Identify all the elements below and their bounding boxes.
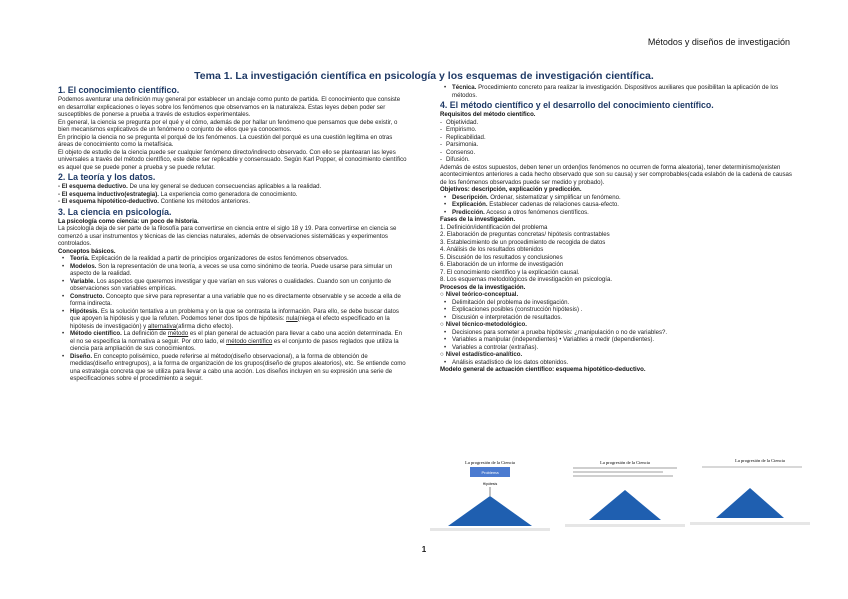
list-item: • Decisiones para someter a prueba hipótesis: ¿manipulación o no de variables?. xyxy=(440,329,795,337)
list-item: 7. El conocimiento científico y la explicación causal. xyxy=(440,268,580,276)
list-item: • Variable. Los aspectos que queremos investigar y que varían en sus valores o cualidades. Cuando son un conjunto de observaciones son variables empíricas. xyxy=(58,278,408,293)
figure-title: La progresión de la Ciencia xyxy=(735,458,785,463)
right-column xyxy=(440,84,795,374)
list-item: • Técnica. Procedimiento concreto para realizar la investigación. Dispositivos auxiliares que posibilitan la aplicación de los métodos. xyxy=(440,84,795,99)
list-item: • Explicación. Establecer cadenas de relaciones causa-efecto. xyxy=(440,201,795,209)
figures-row xyxy=(425,458,810,540)
objectives-list xyxy=(440,194,795,217)
subheading: Conceptos básicos. xyxy=(58,247,116,255)
list-item: • Análisis estadístico de los datos obtenidos. xyxy=(440,359,795,367)
list-item: • Método científico. La definición de método es el plan general de actuación para llevar a cabo una acción determinada. En el no se especifica la normativa a seguir. Por otro lado, el método científico es el conjunto de pasos reglados que utiliza la ciencia para ampliación de sus conocimientos. xyxy=(58,330,408,353)
list-item: - El esquema hipotético-deductivo. Contiene los métodos anteriores. xyxy=(58,198,251,205)
paragraph: En general, la ciencia se pregunta por el qué y el cómo, además de por hallar un fenómeno que pensamos que debe existir, o bien mecanismos explicativos de un fenómeno o conjunto de ellos que ya conocemos. xyxy=(58,118,398,133)
paragraph: Además de estos supuestos, deben tener un orden(los fenómenos no ocurren de forma aleatoria), tener determinismo(existen acontecimientos anteriores a cada hecho observado que son su causa) y ser comprobables(cada eslabón de la cadena de causas de los fenómenos observados puede ser medido y probado). xyxy=(440,163,792,186)
triangle-shape xyxy=(716,488,784,518)
list-item: 8. Los esquemas metodológicos de investigación en psicología. xyxy=(440,276,613,283)
level-heading: ○ Nivel teórico-conceptual. xyxy=(440,291,795,299)
list-item: • Delimitación del problema de investigación. xyxy=(440,299,795,307)
list-item: 6. Elaboración de un informe de investigación xyxy=(440,261,564,268)
list-item: • Hipótesis. Es la solución tentativa a un problema y on la que se contrasta la información. Para ello, se debe buscar datos que apoyen la hipótesis y que la refuten. Podemos tener dos tipos de hipótesis: nula(niega el efecto especificado en la hipótesis de investigación) y alternativa(afirma dicho efecto). xyxy=(58,308,408,331)
list-item: 4. Análisis de los resultados obtenidos xyxy=(440,246,544,253)
section-title: 4. El método científico y el desarrollo del conocimiento científico. xyxy=(440,100,714,110)
list-item: • Descripción. Ordenar, sistematizar y simplificar un fenómeno. xyxy=(440,194,795,202)
list-item: - Objetividad. xyxy=(440,119,795,127)
list-item: 1. Definición/identificación del problema xyxy=(440,223,548,231)
subheading: Requisitos del método científico. xyxy=(440,111,536,118)
subheading: Modelo general de actuación científico: esquema hipotético-deductivo. xyxy=(440,366,646,373)
list-item: • Predicción. Acceso a otros fenómenos científicos. xyxy=(440,209,795,217)
list-item: • Diseño. En concepto polisémico, puede referirse al método(diseño observacional), a la forma de obtención de medidas(diseño entregrupos), a la forma de organización de los grupos(diseño de grupos aleatorios), etc. Se entiende como una estrategia concreta que se utiliza para llevar a cabo una acción. Los diseños incluyen en su expresión una serie de especificaciones sobre el procedimiento a seguir. xyxy=(58,353,408,383)
paragraph: En principio la ciencia no se pregunta el porqué de los fenómenos. La cuestión del porqué es una cuestión legítima en otras áreas de conocimiento como la metafísica. xyxy=(58,133,393,148)
page-number: 1 xyxy=(421,545,427,554)
figure-progression-1 xyxy=(430,458,550,538)
document-title: Tema 1. La investigación científica en psicología y los esquemas de investigación científica. xyxy=(194,70,654,82)
figure-title: La progresión de la Ciencia xyxy=(600,460,650,465)
list-item: • Teoría. Explicación de la realidad a partir de principios organizadores de estos fenómenos observados. xyxy=(58,255,408,263)
list-item: • Explicaciones posibles (construcción hipótesis) . xyxy=(440,306,795,314)
figure-title: La progresión de la Ciencia xyxy=(465,460,515,465)
list-item: - El esquema deductivo. De una ley general se deducen consecuencias aplicables a la realidad. xyxy=(58,183,322,190)
list-item: • Constructo. Concepto que sirve para representar a una variable que no es directamente observable y se accede a ella de forma indirecta. xyxy=(58,293,408,308)
problem-label: Problema xyxy=(481,470,499,475)
phases-list xyxy=(440,224,795,284)
list-item: - Difusión. xyxy=(440,156,795,164)
list-item: - Parsimonia. xyxy=(440,141,795,149)
list-item: • Modelos. Son la representación de una teoría, a veces se usa como sinónimo de teoría. Puede usarse para simular un aspecto de la realidad. xyxy=(58,263,408,278)
hypothesis-label: Hipótesis xyxy=(482,482,498,486)
page-header: Métodos y diseños de investigación xyxy=(647,37,790,47)
list-item: • Discusión e interpretación de resultados. xyxy=(440,314,795,322)
subheading: Fases de la investigación. xyxy=(440,216,516,223)
subheading: La psicología como ciencia: un poco de historia. xyxy=(58,217,199,225)
figure-progression-2 xyxy=(565,458,685,538)
list-item: - Replicabilidad. xyxy=(440,134,795,142)
section-title: 3. La ciencia en psicología. xyxy=(58,206,172,217)
list-item: • Variables a controlar (extrañas). xyxy=(440,344,795,352)
subheading: Objetivos: descripción, explicación y predicción. xyxy=(440,186,582,193)
level-heading: ○ Nivel estadístico-analítico. xyxy=(440,351,795,359)
list-item: 3. Establecimiento de un procedimiento de recogida de datos xyxy=(440,238,606,246)
paragraph: Podemos aventurar una definición muy general por establecer un anclaje como punto de partida. El conocimiento que consiste en desarrollar explicaciones o leyes sobre los fenómenos que observamos en la naturaleza. Estas leyes deben poder ser susceptibles de ponerse a prueba a través de estudios experimentales. xyxy=(58,96,401,118)
requirements-list xyxy=(440,119,795,164)
triangle-shape xyxy=(448,496,532,526)
left-column xyxy=(58,84,408,383)
subheading: Procesos de la investigación. xyxy=(440,283,526,291)
triangle-shape xyxy=(589,490,661,520)
figure-progression-3 xyxy=(690,458,810,538)
section-title: 2. La teoría y los datos. xyxy=(58,172,156,182)
level-heading: ○ Nivel técnico-metodológico. xyxy=(440,321,795,329)
concepts-list xyxy=(58,255,408,383)
list-item: - El esquema inductivo(estrategia). La experiencia como generadora de conocimiento. xyxy=(58,190,298,198)
list-item: - Consenso. xyxy=(440,149,795,157)
list-item: 2. Elaboración de preguntas concretas/ hipótesis contrastables xyxy=(440,231,610,238)
paragraph: El objeto de estudio de la ciencia puede ser cualquier fenómeno directo/indirecto observado. Con ello se plantearan las leyes universales a través del método científico, este debe ser replicable y consensuado. Según Karl Popper, el conocimiento científico es aquel que se puede poner a prueba y se puede refutar. xyxy=(58,148,407,171)
paragraph: La psicología deja de ser parte de la filosofía para convertirse en ciencia entre el siglo 18 y 19. Para convertirse en ciencia se comenzó a usar instrumentos y técnicas de las ciencias naturales, además de observaciones sistemáticas y experimentos controlados. xyxy=(58,225,397,247)
section-title: 1. El conocimiento científico. xyxy=(58,85,180,95)
list-item: - Empirismo. xyxy=(440,126,795,134)
list-item: 5. Discusión de los resultados y conclusiones xyxy=(440,253,563,261)
list-item: • Variables a manipular (independientes) • Variables a medir (dependientes). xyxy=(440,336,795,344)
